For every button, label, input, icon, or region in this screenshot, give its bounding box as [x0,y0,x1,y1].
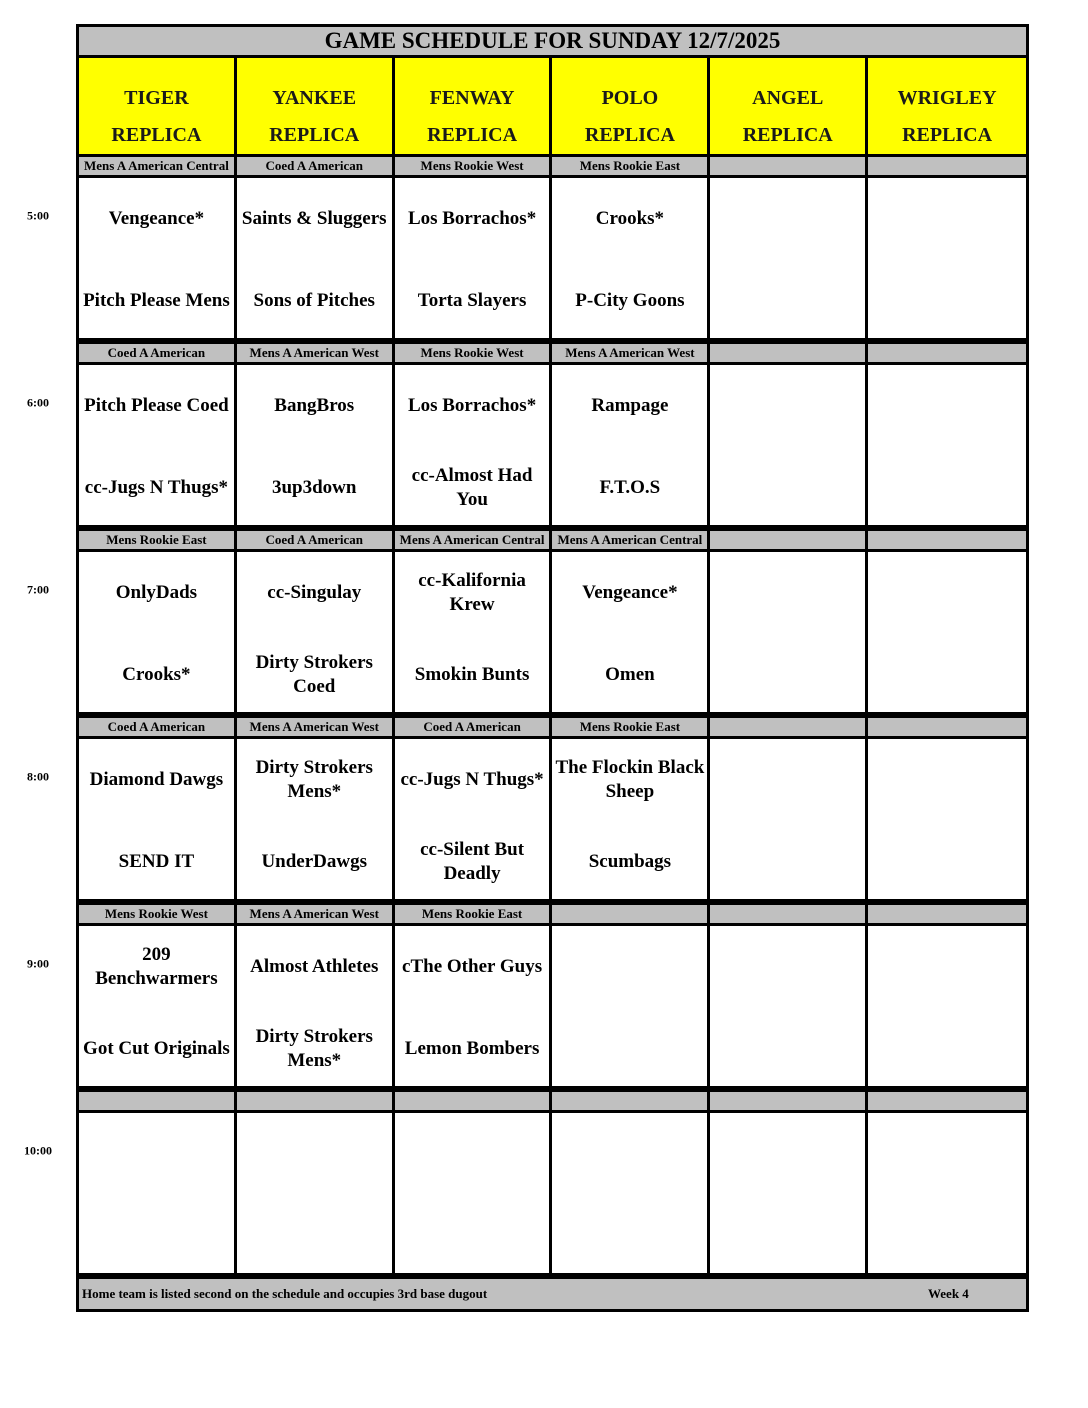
division-label: Mens A American Central [552,531,710,549]
game-cell [237,365,395,525]
field-name: YANKEE [272,87,357,109]
division-label: Mens Rookie East [552,157,710,175]
home-team: Dirty Strokers Mens* [255,1026,373,1071]
game-cell [710,365,868,525]
division-label [710,718,868,736]
game-cell [237,926,395,1086]
away-team: Vengeance* [108,208,205,229]
game-cell [710,552,868,712]
field-name: ANGEL [752,87,824,109]
away-team: cThe Other Guys [402,956,543,977]
home-team: P-City Goons [575,290,685,311]
game-cell [868,178,1026,338]
game-row [76,1110,1029,1276]
division-label [710,1092,868,1110]
division-label: Mens Rookie West [395,344,553,362]
game-cell [237,552,395,712]
game-cell [79,739,237,899]
division-label [710,344,868,362]
away-team: Pitch Please Coed [84,395,229,416]
division-label [710,531,868,549]
home-team: Scumbags [588,851,672,872]
division-label: Mens A American West [552,344,710,362]
division-label [868,531,1026,549]
game-cell [552,178,710,338]
division-label: Mens Rookie East [395,905,553,923]
field-subtitle: REPLICA [269,124,360,146]
game-cell [395,926,553,1086]
home-team: Lemon Bombers [404,1038,540,1059]
schedule-title [76,24,1029,58]
away-team: Rampage [591,395,669,416]
game-cell [552,365,710,525]
game-cell [868,926,1026,1086]
game-cell [237,1113,395,1273]
game-cell [552,926,710,1086]
field-subtitle: REPLICA [111,124,202,146]
game-row [76,362,1029,528]
game-cell [237,178,395,338]
game-row [76,175,1029,341]
home-team: Smokin Bunts [414,664,530,685]
game-cell [710,926,868,1086]
home-team: Crooks* [122,664,191,685]
division-label [237,1092,395,1110]
field-subtitle: REPLICA [427,124,518,146]
game-cell [395,1113,553,1273]
home-team: cc-Silent But Deadly [420,839,525,884]
away-team: Dirty Strokers Mens* [255,757,373,802]
division-label: Coed A American [237,157,395,175]
game-cell [79,178,237,338]
game-cell [868,552,1026,712]
game-cell [710,178,868,338]
field-name: POLO [601,87,659,109]
division-label: Mens A American Central [395,531,553,549]
division-label: Coed A American [79,718,237,736]
game-cell [552,739,710,899]
division-label [868,718,1026,736]
division-label [710,905,868,923]
home-team: Sons of Pitches [253,290,375,311]
field-name: TIGER [124,87,189,109]
time-label: 8:00 [27,769,49,784]
game-cell [868,739,1026,899]
home-team: UnderDawgs [261,851,368,872]
away-team: Almost Athletes [250,956,379,977]
home-team: cc-Jugs N Thugs* [84,477,229,498]
game-cell [395,178,553,338]
away-team: Saints & Sluggers [241,208,387,229]
game-cell [395,552,553,712]
game-cell [868,1113,1026,1273]
game-cell [79,1113,237,1273]
division-label: Coed A American [395,718,553,736]
week-label: Week 4 [928,1286,969,1301]
home-team: Pitch Please Mens [83,290,230,311]
game-cell [395,365,553,525]
field-subtitle: REPLICA [742,124,833,146]
away-team: Los Borrachos* [407,395,537,416]
game-row [76,736,1029,902]
away-team: The Flockin Black Sheep [555,757,705,802]
home-team: Got Cut Originals [83,1038,230,1059]
field-name: FENWAY [429,87,515,109]
game-cell [237,739,395,899]
time-label: 5:00 [27,208,49,223]
away-team: BangBros [274,395,355,416]
time-label: 9:00 [27,956,49,971]
away-team: Diamond Dawgs [89,769,224,790]
division-label [79,1092,237,1110]
division-label: Mens Rookie East [552,718,710,736]
division-label: Mens Rookie West [79,905,237,923]
away-team: cc-Jugs N Thugs* [400,769,544,790]
division-label [868,157,1026,175]
home-team: cc-Almost Had You [411,465,533,510]
home-team: Dirty Strokers Coed [255,652,373,697]
game-cell [552,552,710,712]
away-team: 209 Benchwarmers [95,944,218,989]
division-label [552,1092,710,1110]
home-team: F.T.O.S [599,477,661,498]
game-row [76,923,1029,1089]
away-team: OnlyDads [115,582,198,603]
division-label: Coed A American [237,531,395,549]
schedule-sheet [76,24,1029,1312]
field-subtitle: REPLICA [902,124,993,146]
division-label: Mens A American Central [79,157,237,175]
division-label: Coed A American [79,344,237,362]
division-label [395,1092,553,1110]
game-cell [79,926,237,1086]
field-subtitle: REPLICA [584,124,675,146]
game-cell [79,552,237,712]
division-label [868,344,1026,362]
away-team: Los Borrachos* [407,208,537,229]
time-label: 7:00 [27,582,49,597]
away-team: Vengeance* [582,582,678,603]
footer-note: Home team is listed second on the schedule and occupies 3rd base dugout [82,1286,488,1301]
time-label: 6:00 [27,395,49,410]
home-team: Torta Slayers [417,290,527,311]
game-cell [868,365,1026,525]
footer-bar [76,1276,1029,1312]
away-team: cc-Kalifornia Krew [418,570,526,615]
home-team: 3up3down [271,477,357,498]
division-label: Mens A American West [237,905,395,923]
game-cell [552,1113,710,1273]
game-cell [710,739,868,899]
game-cell [395,739,553,899]
away-team: Crooks* [595,208,665,229]
game-cell [79,365,237,525]
game-cell [710,1113,868,1273]
time-label: 10:00 [24,1143,52,1158]
away-team: cc-Singulay [267,582,362,603]
division-label: Mens Rookie West [395,157,553,175]
schedule-title-text: GAME SCHEDULE FOR SUNDAY 12/7/2025 [324,28,781,53]
home-team: SEND IT [118,851,195,872]
game-row [76,549,1029,715]
division-label: Mens A American West [237,718,395,736]
division-label: Mens Rookie East [79,531,237,549]
division-label [710,157,868,175]
division-label [552,905,710,923]
field-name: WRIGLEY [897,87,997,109]
division-label: Mens A American West [237,344,395,362]
home-team: Omen [605,664,655,685]
division-label [868,1092,1026,1110]
division-label [868,905,1026,923]
